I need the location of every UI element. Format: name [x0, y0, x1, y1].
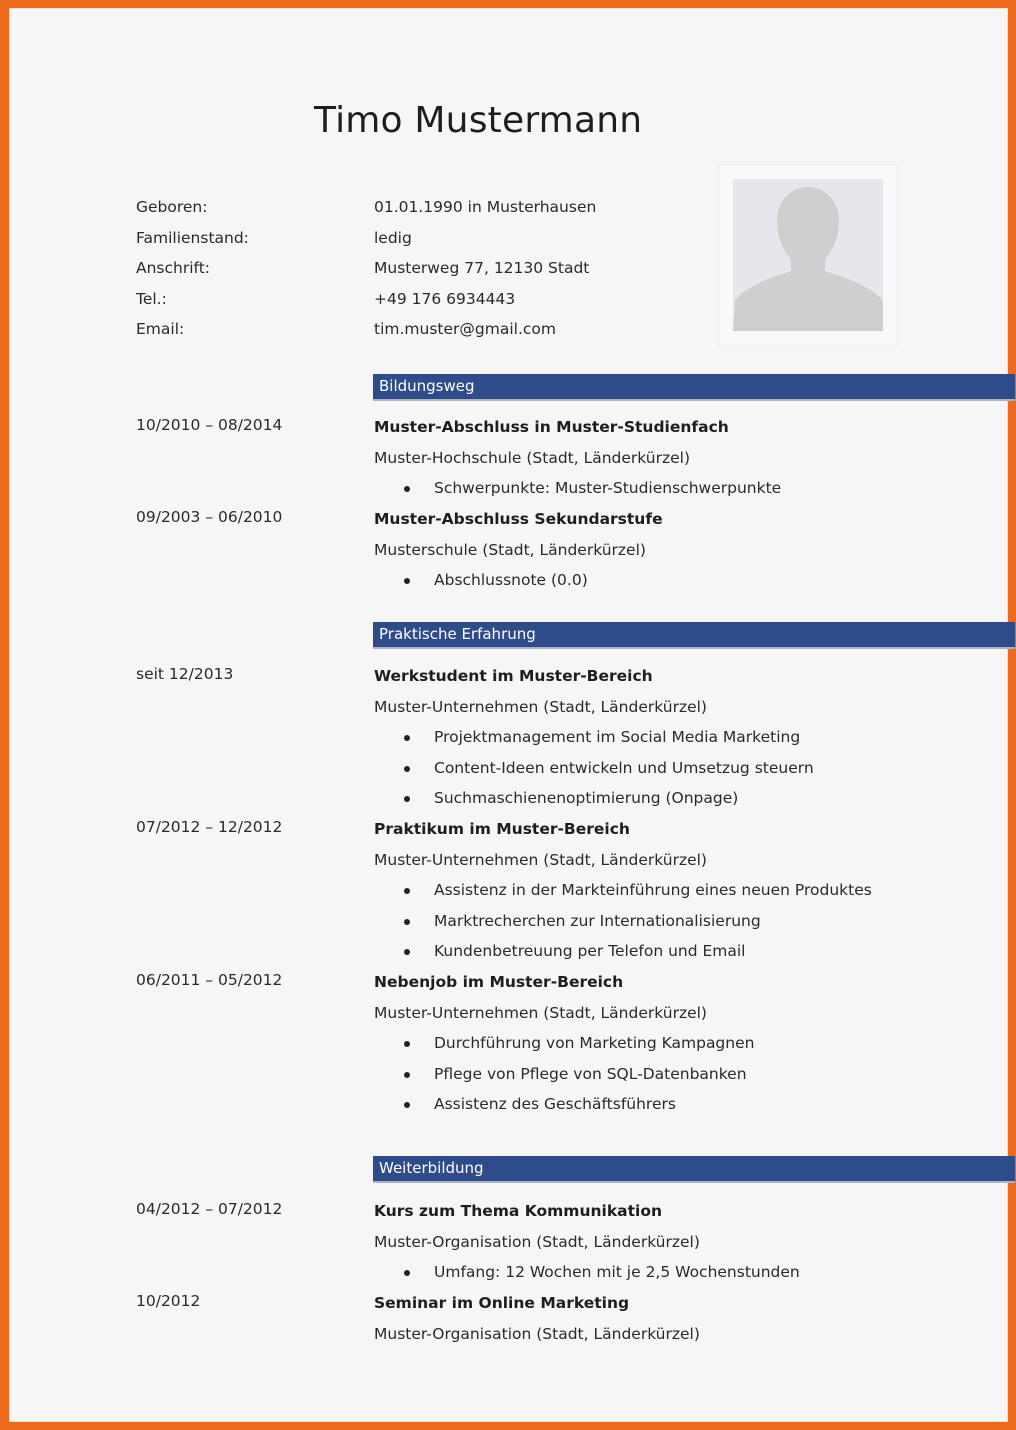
bullet-text: Kundenbetreuung per Telefon und Email: [434, 942, 746, 961]
entry-date: 10/2010 – 08/2014: [136, 416, 283, 434]
entry-org: Muster-Unternehmen (Stadt, Länderkürzel): [374, 850, 707, 869]
bullet-item: [374, 787, 994, 818]
bullet-dot-icon: [404, 949, 410, 955]
bullet-item: [374, 879, 994, 910]
entry-title: Kurs zum Thema Kommunikation: [374, 1202, 663, 1220]
bullet-dot-icon: [404, 1270, 410, 1276]
bullet-dot-icon: [404, 796, 410, 802]
bullet-item: [374, 757, 994, 788]
personal-label: Tel.:: [136, 289, 167, 308]
bullet-dot-icon: [404, 888, 410, 894]
entry-body: [374, 508, 994, 600]
entry-body: [374, 1292, 994, 1353]
personal-label: Geboren:: [136, 198, 208, 216]
personal-value: Musterweg 77, 12130 Stadt: [374, 259, 590, 278]
entry-date: 10/2012: [136, 1292, 201, 1310]
personal-label: Anschrift:: [136, 259, 211, 278]
personal-value: ledig: [374, 228, 412, 247]
bullet-dot-icon: [404, 1102, 410, 1108]
section-header-bildung: [373, 374, 1015, 401]
bullet-text: Schwerpunkte: Muster-Studienschwerpunkte: [434, 479, 782, 498]
section-header-erfahrung: [373, 622, 1015, 649]
personal-label: Email:: [136, 320, 185, 339]
bullet-text: Content-Ideen entwickeln und Umsetzug steuern: [434, 758, 814, 777]
bullet-item: [374, 477, 994, 508]
bullet-item: [374, 1261, 994, 1292]
entry-org: Musterschule (Stadt, Länderkürzel): [374, 540, 646, 559]
entry-body: [374, 416, 994, 508]
entry-date: seit 12/2013: [136, 665, 234, 683]
personal-label: Familienstand:: [136, 228, 249, 247]
entry-body: [374, 971, 994, 1124]
bullet-dot-icon: [404, 578, 410, 584]
personal-info: [136, 196, 696, 349]
bullet-text: Durchführung von Marketing Kampagnen: [434, 1034, 755, 1053]
bullet-dot-icon: [404, 486, 410, 492]
bullet-dot-icon: [404, 1041, 410, 1047]
section-title: Bildungsweg: [379, 377, 475, 395]
entry-date: 09/2003 – 06/2010: [136, 508, 283, 526]
personal-row-phone: [136, 288, 696, 319]
entry-org: Muster-Organisation (Stadt, Länderkürzel): [374, 1324, 700, 1343]
entry-title: Muster-Abschluss in Muster-Studienfach: [374, 418, 729, 436]
bullet-text: Pflege von Pflege von SQL-Datenbanken: [434, 1064, 747, 1083]
avatar-silhouette-icon: [733, 179, 883, 331]
entry-title: Werkstudent im Muster-Bereich: [374, 667, 653, 685]
bullet-item: [374, 569, 994, 600]
photo-frame: [718, 164, 898, 346]
entry-body: [374, 1200, 994, 1292]
bullet-text: Assistenz in der Markteinführung eines neuen Produktes: [434, 881, 872, 900]
entry-org: Muster-Organisation (Stadt, Länderkürzel): [374, 1232, 700, 1251]
personal-row-email: [136, 318, 696, 349]
bullet-item: [374, 1063, 994, 1094]
personal-value: 01.01.1990 in Musterhausen: [374, 198, 597, 216]
bullet-text: Abschlussnote (0.0): [434, 571, 588, 590]
bullet-text: Suchmaschienenoptimierung (Onpage): [434, 789, 739, 808]
personal-value: +49 176 6934443: [374, 289, 516, 308]
bullet-text: Marktrecherchen zur Internationalisierung: [434, 911, 761, 930]
personal-value: tim.muster@gmail.com: [374, 320, 556, 339]
bullet-dot-icon: [404, 735, 410, 741]
entry-title: Muster-Abschluss Sekundarstufe: [374, 510, 663, 528]
entry-org: Muster-Unternehmen (Stadt, Länderkürzel): [374, 1003, 707, 1022]
section-title: Weiterbildung: [379, 1159, 484, 1177]
entry-title: Praktikum im Muster-Bereich: [374, 820, 630, 838]
bullet-item: [374, 1032, 994, 1063]
entry-body: [374, 665, 994, 818]
entry-date: 04/2012 – 07/2012: [136, 1200, 283, 1218]
personal-row-birth: [136, 196, 696, 227]
entry-body: [374, 818, 994, 971]
cv-page: [9, 8, 1008, 1422]
bullet-item: [374, 1093, 994, 1124]
bullet-item: [374, 910, 994, 941]
entry-date: 07/2012 – 12/2012: [136, 818, 283, 836]
bullet-item: [374, 940, 994, 971]
section-header-weiterbildung: [373, 1156, 1015, 1183]
bullet-dot-icon: [404, 919, 410, 925]
entry-org: Muster-Hochschule (Stadt, Länderkürzel): [374, 448, 691, 467]
entry-date: 06/2011 – 05/2012: [136, 971, 283, 989]
entry-title: Nebenjob im Muster-Bereich: [374, 973, 624, 991]
bullet-text: Umfang: 12 Wochen mit je 2,5 Wochenstunden: [434, 1263, 800, 1282]
bullet-dot-icon: [404, 766, 410, 772]
bullet-item: [374, 726, 994, 757]
bullet-text: Assistenz des Geschäftsführers: [434, 1095, 676, 1114]
personal-row-status: [136, 227, 696, 258]
avatar-silhouette-svg: [733, 179, 883, 331]
cv-name: Timo Mustermann: [314, 100, 643, 141]
bullet-text: Projektmanagement im Social Media Marketing: [434, 728, 801, 747]
entry-title: Seminar im Online Marketing: [374, 1294, 630, 1312]
bullet-dot-icon: [404, 1072, 410, 1078]
section-title: Praktische Erfahrung: [379, 625, 536, 643]
personal-row-address: [136, 257, 696, 288]
entry-org: Muster-Unternehmen (Stadt, Länderkürzel): [374, 697, 707, 716]
